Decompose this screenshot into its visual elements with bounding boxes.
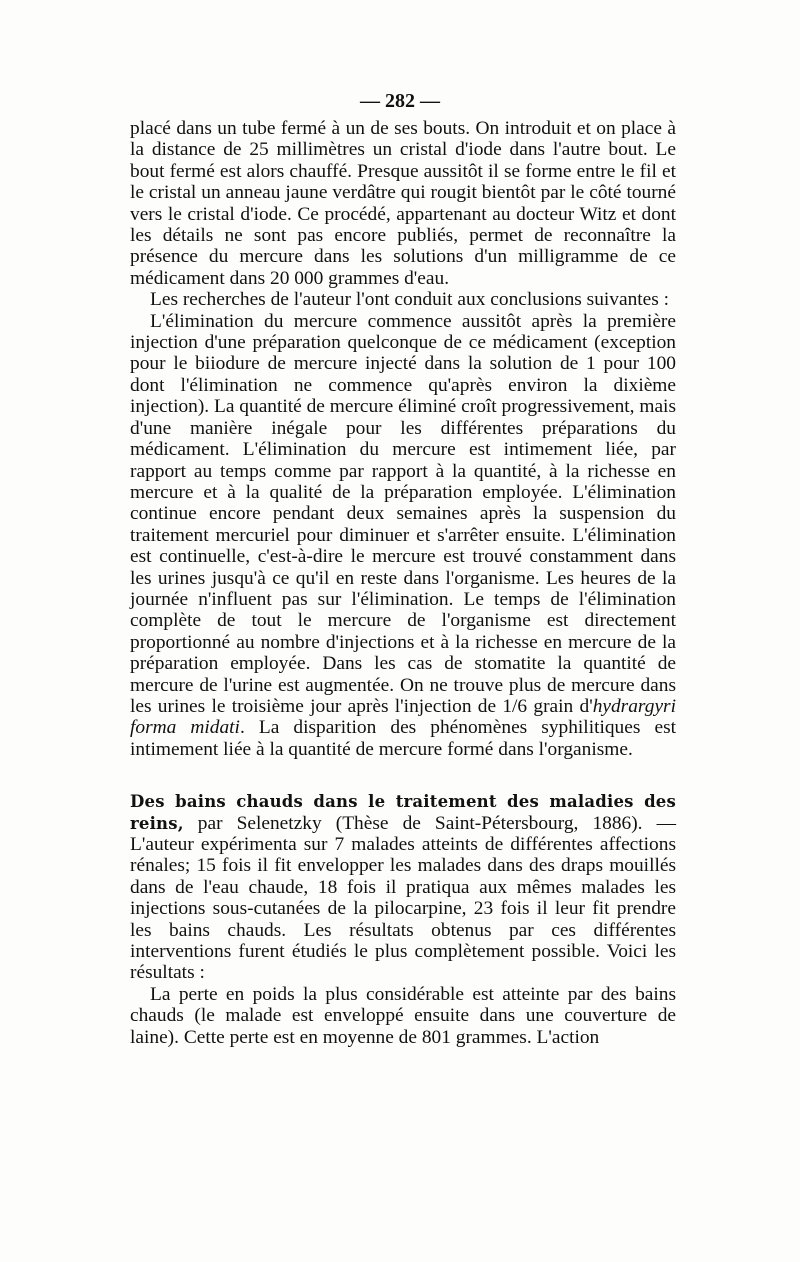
section-paragraph-intro <box>130 791 676 984</box>
paragraph-conclusions-intro: Les recherches de l'auteur l'ont conduit aux conclusions suivantes : <box>150 289 670 311</box>
conclusions-text-a: L'élimination du mercure commence aussitôt après la première injection d'une préparation quelconque de ce médicament (exception pour le biiodure de mercure injecté dans la solution de 1 pour 100 dont l'élimination ne commence qu'après environ la dixième injection). La quantité de mercure éliminé croît progressivement, mais d'une manière inégale pour les différentes préparations du médicament. L'élimination du mercure est intimement liée, par rapport au temps comme par rapport à la quantité, à la richesse en mercure et à la qualité de la préparation employée. L'élimination continue encore pendant deux semaines après la suspension du traitement mercuriel pour diminuer et s'arrêter ensuite. L'élimination est continuelle, c'est-à-dire le mercure est trouvé constamment dans les urines jusqu'à ce qu'il en reste dans l'organisme. Les heures de la journée n'influent pas sur l'élimination. Le temps de l'élimination complète de tout le mercure de l'organisme est directement proportionné au nombre d'injections et à la richesse en mercure de la préparation employée. Dans les cas de stomatite la quantité de mercure de l'urine est augmentée. On ne trouve plus de mercure dans les urines le troisième jour après l'injection de 1/6 grain d' <box>130 310 676 717</box>
paragraph-continuation: placé dans un tube fermé à un de ses bouts. On introduit et on place à la distance de 25 millimètres un cristal d'iode dans l'autre bout. Le bout fermé est alors chauffé. Presque aussitôt il se forme entre le fil et le cristal un anneau jaune verdâtre qui rougit bientôt par le côté tourné vers le cristal d'iode. Ce procédé, appartenant au docteur Witz et dont les détails ne sont pas encore publiés, permet de reconnaître la présence du mercure dans les solutions d'un milligramme de ce médicament dans 20 000 grammes d'eau. <box>130 118 676 289</box>
section-paragraph-results: La perte en poids la plus considérable est atteinte par des bains chauds (le malade est enveloppé ensuite dans une couverture de laine). Cette perte est en moyenne de 801 grammes. L'action <box>130 983 676 1048</box>
section-title: Des bains chauds dans le traitement des maladies des reins, <box>130 792 676 833</box>
section-gap <box>130 760 676 791</box>
page-body <box>130 118 676 1048</box>
page-number: — 282 — <box>360 90 440 112</box>
conclusions-text-b: . La disparition des phénomènes syphilitiques est intimement liée à la quantité de mercure formé dans l'organisme. <box>130 717 677 760</box>
paragraph-conclusions <box>130 311 676 761</box>
conclusions-italic-term: hydrargyri forma midati <box>130 695 676 739</box>
section-intro-text: par Selenetzky (Thèse de Saint-Pétersbourg, 1886). — L'auteur expérimenta sur 7 malades atteints de différentes affections rénales; 15 fois il fit envelopper les malades dans des draps mouillés dans de l'eau chaude, 18 fois il pratiqua aux mêmes malades les injections sous-cutanées de la pilocarpine, 23 fois il leur fit prendre les bains chauds. Les résultats obtenus par ces différentes interventions furent étudiés le plus complètement possible. Voici les résultats : <box>130 812 676 984</box>
